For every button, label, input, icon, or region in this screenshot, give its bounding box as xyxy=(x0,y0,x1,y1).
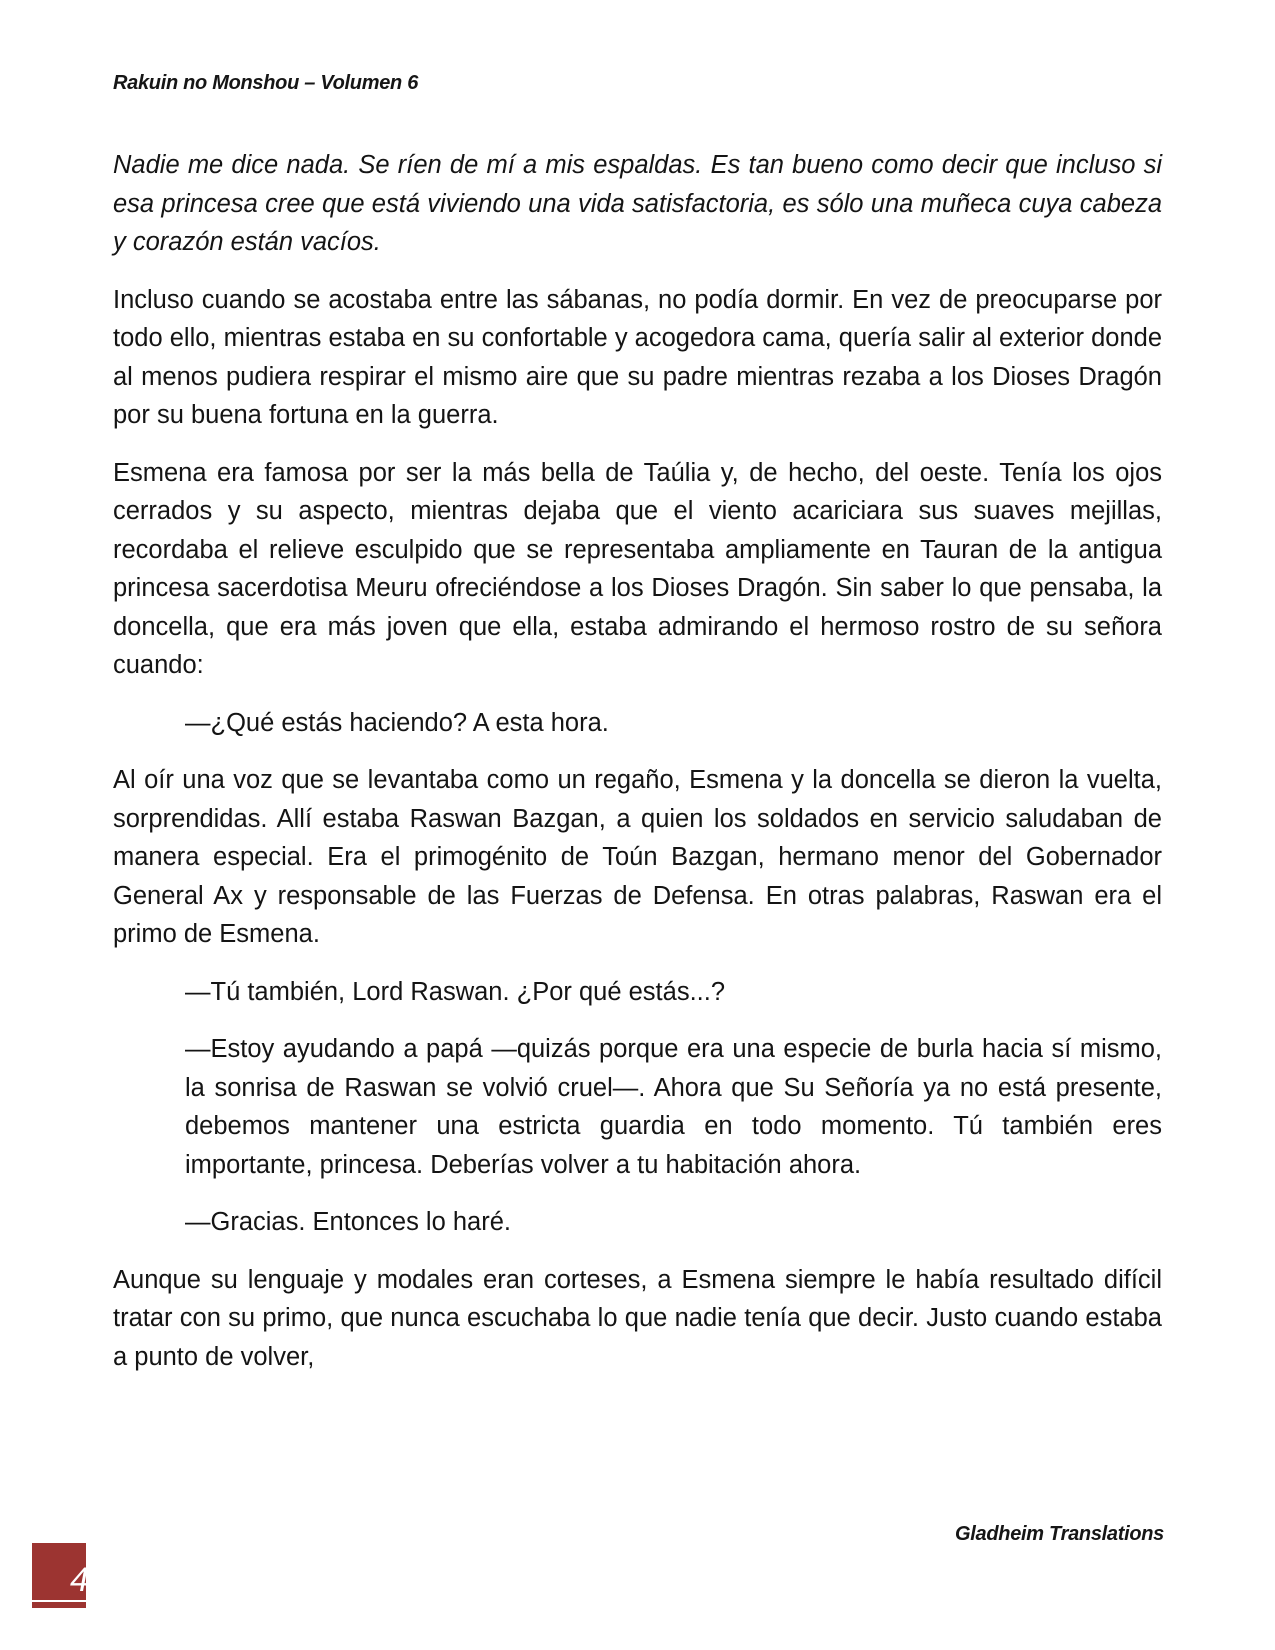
dialogue-line: —Estoy ayudando a papá —quizás porque era una especie de burla hacia sí mismo, la sonrisa de Raswan se volvió cruel—. Ahora que Su Señoría ya no está presente, debemos mantener una estricta guardia en todo momento. Tú también eres importante, princesa. Deberías volver a tu habitación ahora. xyxy=(185,1035,1162,1179)
dialogue-line: —Gracias. Entonces lo haré. xyxy=(185,1208,511,1236)
dialogue-line: —Tú también, Lord Raswan. ¿Por qué estás...? xyxy=(185,977,726,1006)
running-header: Rakuin no Monshou – Volumen 6 xyxy=(113,72,419,94)
page-number: 4 xyxy=(70,1561,89,1599)
page-number-badge xyxy=(32,1543,89,1608)
paragraph: Al oír una voz que se levantaba como un regaño, Esmena y la doncella se dieron la vuelta, sorprendidas. Allí estaba Raswan Bazgan, a quien los soldados en servicio saludaban de manera especial. Era el primogénito de Toún Bazgan, hermano menor del Gobernador General Ax y responsable de las Fuerzas de Defensa. En otras palabras, Raswan era el primo de Esmena. xyxy=(113,766,1162,948)
paragraph: Incluso cuando se acostaba entre las sábanas, no podía dormir. En vez de preocuparse por todo ello, mientras estaba en su confortable y acogedora cama, quería salir al exterior donde al menos pudiera respirar el mismo aire que su padre mientras rezaba a los Dioses Dragón por su buena fortuna en la guerra. xyxy=(113,285,1162,429)
footer-brand: Gladheim Translations xyxy=(955,1523,1164,1545)
paragraph: Esmena era famosa por ser la más bella de Taúlia y, de hecho, del oeste. Tenía los ojos cerrados y su aspecto, mientras dejaba que el viento acariciara sus suaves mejillas, recordaba el relieve esculpido que se representaba ampliamente en Tauran de la antigua princesa sacerdotisa Meuru ofreciéndose a los Dioses Dragón. Sin saber lo que pensaba, la doncella, que era más joven que ella, estaba admirando el hermoso rostro de su señora cuando: xyxy=(113,458,1162,679)
badge-underline xyxy=(32,1600,86,1602)
dialogue-line: —¿Qué estás haciendo? A esta hora. xyxy=(185,708,609,737)
page-body xyxy=(113,146,1162,1395)
paragraph: Aunque su lenguaje y modales eran corteses, a Esmena siempre le había resultado difícil tratar con su primo, que nunca escuchaba lo que nadie tenía que decir. Justo cuando estaba a punto de volver, xyxy=(113,1265,1162,1371)
paragraph-inner-monologue: Nadie me dice nada. Se ríen de mí a mis espaldas. Es tan bueno como decir que incluso si esa princesa cree que está viviendo una vida satisfactoria, es sólo una muñeca cuya cabeza y corazón están vacíos. xyxy=(113,151,1162,256)
